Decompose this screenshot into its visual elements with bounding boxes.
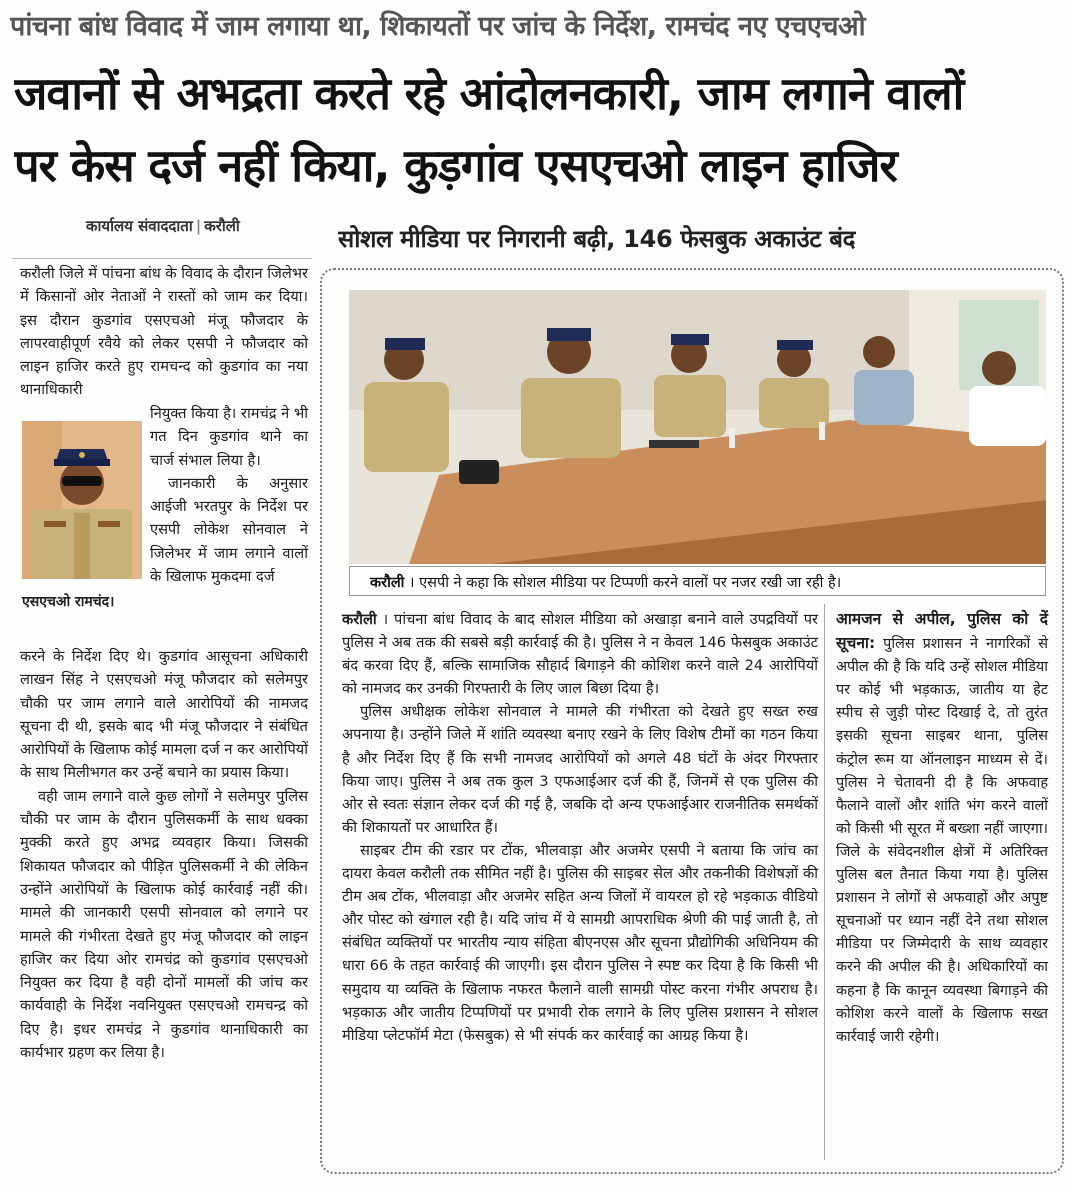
social-media-article bbox=[342, 608, 818, 1047]
mid-article-para-1 bbox=[342, 608, 818, 700]
meeting-illustration bbox=[349, 290, 1046, 564]
mid-article-text-1: । पांचना बांध विवाद के बाद सोशल मीडिया को अखाड़ा बनाने वाले उपद्रवियों पर पुलिस ने अब तक की सबसे बड़ी कार्रवाई की है। पुलिस ने न केवल 146 फेसबुक अकाउंट बंद करवा दिए हैं, बल्कि सामाजिक सौहार्द बिगाड़ने की कोशिश करने वाले 24 आरोपियों को नामजद कर उनकी गिरफ्तारी के लिए जाल बिछा दिया है। bbox=[342, 611, 818, 698]
photo-caption-text: । एसपी ने कहा कि सोशल मीडिया पर टिप्पणी करने वालों पर नजर रखी जा रही है। bbox=[404, 575, 842, 591]
mid-article-para-2: पुलिस अधीक्षक लोकेश सोनवाल ने मामले की गंभीरता को देखते हुए सख्त रुख अपनाया है। उन्होंने जिले में शांति व्यवस्था बनाए रखने के लिए विशेष टीमों का गठन किया है और निर्देश दिए हैं कि सभी नामजद आरोपियों को अगले 48 घंटों के अंदर गिरफ्तार किया जाए। पुलिस ने अब तक कुल 3 एफआईआर दर्ज की हैं, जिनमें से एक पुलिस की ओर से स्वतः संज्ञान लेकर दर्ज की गई है, जबकि दो अन्य एफआईआर राजनीतिक समर्थकों की शिकायतों पर आधारित हैं। bbox=[342, 703, 818, 836]
byline-reporter: कार्यालय संवाददाता bbox=[86, 217, 193, 235]
byline-separator: | bbox=[195, 217, 202, 235]
photo-caption-place: करौली bbox=[370, 575, 405, 591]
headline-line-2: पर केस दर्ज नहीं किया, कुड़गांव एसएचओ लाइन हाजिर bbox=[14, 139, 897, 192]
mid-article-dateline: करौली bbox=[342, 611, 377, 628]
left-article-wrap-text bbox=[150, 402, 308, 588]
main-headline bbox=[14, 58, 1058, 202]
sub-headline: सोशल मीडिया पर निगरानी बढ़ी, 146 फेसबुक अकाउंट बंद bbox=[338, 225, 856, 253]
byline-place: करौली bbox=[204, 217, 240, 235]
appeal-heading: आमजन से अपील, पुलिस को दें सूचना: bbox=[836, 610, 1048, 653]
appeal-body: पुलिस प्रशासन ने नागरिकों से अपील की है कि यदि उन्हें सोशल मीडिया पर कोई भी भड़काऊ, जातीय या हेट स्पीच से जुड़ी पोस्ट दिखाई दे, तो तुरंत इसकी सूचना साइबर थाना, पुलिस कंट्रोल रूम या ऑनलाइन माध्यम से दें। पुलिस ने चेतावनी दी है कि अफवाह फैलाने वालों और शांति भंग करने वालों को किसी भी सूरत में बख्शा नहीं जाएगा। जिले के संवेदनशील क्षेत्रों में अतिरिक्त पुलिस बल तैनात किया गया है। पुलिस प्रशासन ने लोगों से अफवाहों और अपुष्ट सूचनाओं पर ध्यान नहीं देने तथा सोशल मीडिया पर जिम्मेदारी के साथ व्यवहार करने की अपील की है। अधिकारियों का कहना है कि कानून व्यवस्था बिगाड़ने की कोशिश करने वालों के खिलाफ सख्त कार्रवाई जारी रहेगी। bbox=[836, 636, 1048, 1045]
left-article-text-wrap-2: जानकारी के अनुसार आईजी भरतपुर के निर्देश पर एसपी लोकेश सोनवाल ने जिलेभर में जाम लगाने वालों के खिलाफ मुकदमा दर्ज bbox=[150, 474, 308, 586]
byline bbox=[86, 216, 240, 236]
kicker-headline: पांचना बांध विवाद में जाम लगाया था, शिकायतों पर जांच के निर्देश, रामचंद नए एचएचओ bbox=[10, 11, 866, 42]
photo-caption bbox=[349, 566, 1046, 596]
portrait-caption: एसएचओ रामचंद। bbox=[22, 594, 115, 610]
left-article-text-top: करौली जिले में पांचना बांध के विवाद के दौरान जिलेभर में किसानों ओर नेताओं ने रास्तों को जाम कर दिया। इस दौरान कुडगांव एसएचओ मंजू फौजदार के लापरवाहीपूर्ण रवैये को लेकर एसपी ने फौजदार को लाइन हाजिर करते हुए रामचन्द को कुडगांव का नया थानाधिकारी bbox=[20, 265, 308, 399]
sho-portrait-photo bbox=[22, 421, 142, 579]
left-article-body bbox=[20, 645, 308, 1064]
press-conference-photo bbox=[349, 290, 1046, 564]
appeal-para bbox=[836, 608, 1048, 1049]
headline-line-1: जवानों से अभद्रता करते रहे आंदोलनकारी, जाम लगाने वालों bbox=[14, 67, 964, 120]
divider bbox=[12, 258, 312, 259]
left-article-text-rest-1: करने के निर्देश दिए थे। कुडगांव आसूचना अधिकारी लाखन सिंह ने एसएचओ मंजू फौजदार को सलेमपुर चौकी पर जाम लगाने वाले आरोपियों की नामजद सूचना दी थी, इसके बाद भी मंजू फौजदार ने संबंधित आरोपियों के खिलाफ कोई मामला दर्ज न कर आरोपियों के साथ मिलीभगत कर उन्हें बचाने का प्रयास किया। bbox=[20, 648, 308, 782]
column-divider bbox=[824, 604, 825, 1160]
left-article-para-1 bbox=[20, 262, 308, 402]
left-article-text-rest-2: वही जाम लगाने वाले कुछ लोगों ने सलेमपुर पुलिस चौकी पर जाम के दौरान पुलिसकर्मी के साथ धक्का मुक्की करते हुए अभद्र व्यवहार किया। जिसकी शिकायत फौजदार को पीड़ित पुलिसकर्मी ने की लेकिन उन्होंने आरोपियों के खिलाफ कोई कार्रवाई नहीं की। मामले की जानकारी एसपी सोनवाल को लगाने पर मामले की गंभीरता देखते हुए मंजू फौजदार को लाइन हाजिर कर दिया ओर रामचंद्र को कुडगांव एसएचओ नियुक्त कर दिया है वही दोनों मामलों की जांच कर कार्यवाही के निर्देश नवनियुक्त एसएचओ रामचन्द्र को दिए है। इधर रामचंद्र ने कुडगांव थानाधिकारी का कार्यभार ग्रहण कर लिया है। bbox=[20, 787, 308, 1062]
portrait-illustration bbox=[22, 421, 142, 579]
appeal-article bbox=[836, 608, 1048, 1049]
left-article-text-wrap-1: नियुक्त किया है। रामचंद्र ने भी गत दिन कुडगांव थाने का चार्ज संभाल लिया है। bbox=[150, 405, 308, 469]
mid-article-para-3: साइबर टीम की रडार पर टोंक, भीलवाड़ा और अजमेर एसपी ने बताया कि जांच का दायरा केवल करौली तक सीमित नहीं है। पुलिस की साइबर सेल और तकनीकी विशेषज्ञों की टीम अब टोंक, भीलवाड़ा और अजमेर सहित अन्य जिलों में वायरल हो रहे भड़काऊ वीडियो और पोस्ट को खंगाल रही है। यदि जांच में ये सामग्री आपराधिक श्रेणी की पाई जाती है, तो संबंधित व्यक्तियों पर भारतीय न्याय संहिता बीएनएस और सूचना प्रौद्योगिकी अधिनियम की धारा 66 के तहत कार्रवाई की जाएगी। इस दौरान पुलिस ने स्पष्ट कर दिया है कि किसी भी समुदाय या व्यक्ति के खिलाफ नफरत फैलाने वाली सामग्री पोस्ट करना गंभीर अपराध है। भड़काऊ और जातीय टिप्पणियों पर प्रभावी रोक लगाने के लिए पुलिस प्रशासन ने सोशल मीडिया प्लेटफॉर्म मेटा (फेसबुक) से भी संपर्क कर कार्रवाई का आग्रह किया है। bbox=[342, 841, 818, 1044]
